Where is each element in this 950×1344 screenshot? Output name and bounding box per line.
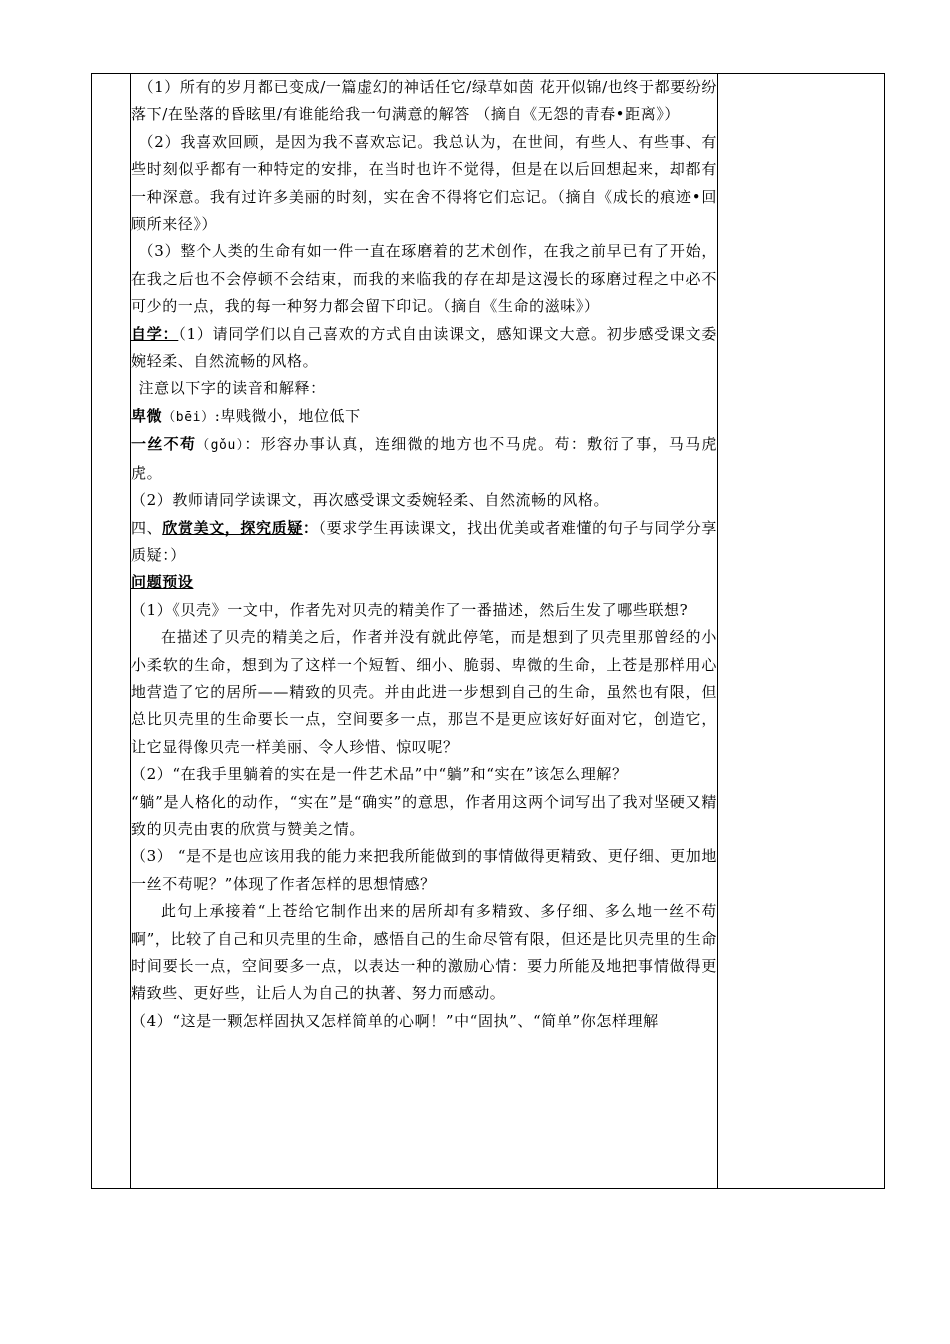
lesson-content [131, 74, 717, 1035]
vocab-pinyin: （bēi） [162, 409, 215, 425]
section-4-title: 欣赏美文，探究质疑 [162, 518, 303, 537]
vocab-item [131, 431, 717, 487]
quote-2: （2）我喜欢回顾，是因为我不喜欢忘记。我总认为，在世间，有些人、有些事、有些时刻似乎都有一种特定的安排，在当时也许不觉得，但是在以后回想起来，却都有一种深意。我有过许多美丽的时刻，实在舍不得将它们忘记。（摘自《成长的痕迹•回顾所来径》） [131, 132, 717, 234]
section-4-heading [131, 515, 717, 570]
vocab-note: 注意以下字的读音和解释： [138, 379, 326, 398]
main-content-cell [131, 74, 718, 1189]
self-study-text: （1）请同学们以自己喜欢的方式自由读课文，感知课文大意。初步感受课文委婉轻柔、自然流畅的风格。 [131, 324, 718, 371]
vocab-word: 卑微 [131, 406, 163, 425]
vocab-meaning: ：形容办事认真，连细微的地方也不马虎。苟：敷衍了事，马马虎虎。 [131, 435, 717, 482]
vocab-item [131, 403, 717, 431]
vocab-word: 一丝不苟 [131, 435, 197, 454]
quote-3: （3）整个人类的生命有如一件一直在琢磨着的艺术创作，在我之前早已有了开始，在我之后也不会停顿不会结束，而我的来临我的存在却是这漫长的琢磨过程之中必不可少的一点，我的每一种努力都会留下印记。（摘自《生命的滋味》） [131, 242, 717, 316]
lesson-table [91, 73, 885, 1189]
right-notes-column [718, 74, 885, 1189]
section-4-prefix: 四、 [131, 518, 163, 537]
quote-1: （1）所有的岁月都已变成/一篇虚幻的神话任它/绿草如茵 花开似锦/也终于都要纷纷落下/在坠落的昏眩里/有谁能给我一句满意的解答 （摘自《无怨的青春•距离》） [131, 78, 717, 124]
answer-1: 在描述了贝壳的精美之后，作者并没有就此停笔，而是想到了贝壳里那曾经的小小柔软的生命，想到为了这样一个短暂、细小、脆弱、卑微的生命，上苍是那样用心地营造了它的居所——精致的贝壳。并由此进一步想到自己的生命，虽然也有限，但总比贝壳里的生命要长一点，空间要多一点，那岂不是更应该好好面对它，创造它，让它显得像贝壳一样美丽、令人珍惜、惊叹呢？ [131, 628, 717, 756]
answer-2: “躺”是人格化的动作，“实在”是“确实”的意思，作者用这两个词写出了我对坚硬又精致的贝壳由衷的欣赏与赞美之情。 [131, 792, 717, 838]
question-4: （4）“这是一颗怎样固执又怎样简单的心啊！”中“固执”、“简单”你怎样理解 [131, 1011, 659, 1030]
question-2: （2）“在我手里躺着的实在是一件艺术品”中“躺”和“实在”该怎么理解？ [131, 765, 628, 784]
self-study-paragraph [131, 321, 717, 376]
self-study-step-2: （2）教师请同学读课文，再次感受课文委婉轻柔、自然流畅的风格。 [131, 491, 610, 510]
question-3: （3） “是不是也应该用我的能力来把我所能做到的事情做得更精致、更仔细、更加地一丝不苟呢？”体现了作者怎样的思想情感？ [131, 847, 717, 893]
section-4-colon: ： [302, 518, 319, 537]
answer-3: 此句上承接着“上苍给它制作出来的居所却有多精致、多仔细、多么地一丝不苟啊”，比较了自己和贝壳里的生命，感悟自己的生命尽管有限，但还是比贝壳里的生命时间要长一点，空间要多一点，以表达一种的激励心情：要力所能及地把事情做得更精致些、更好些，让后人为自己的执著、努力而感动。 [131, 902, 717, 1003]
preset-title: 问题预设 [131, 573, 194, 592]
vocab-pinyin: （gǒu） [196, 438, 245, 454]
self-study-label: 自学： [131, 324, 179, 343]
section-4-desc: （要求学生再读课文，找出优美或者难懂的句子与同学分享质疑：） [131, 518, 718, 564]
vocab-meaning: :卑贱微小，地位低下 [214, 406, 361, 425]
question-1: （1）《贝壳》一文中，作者先对贝壳的精美作了一番描述，然后生发了哪些联想? [131, 600, 689, 619]
left-margin-column [92, 74, 131, 1189]
